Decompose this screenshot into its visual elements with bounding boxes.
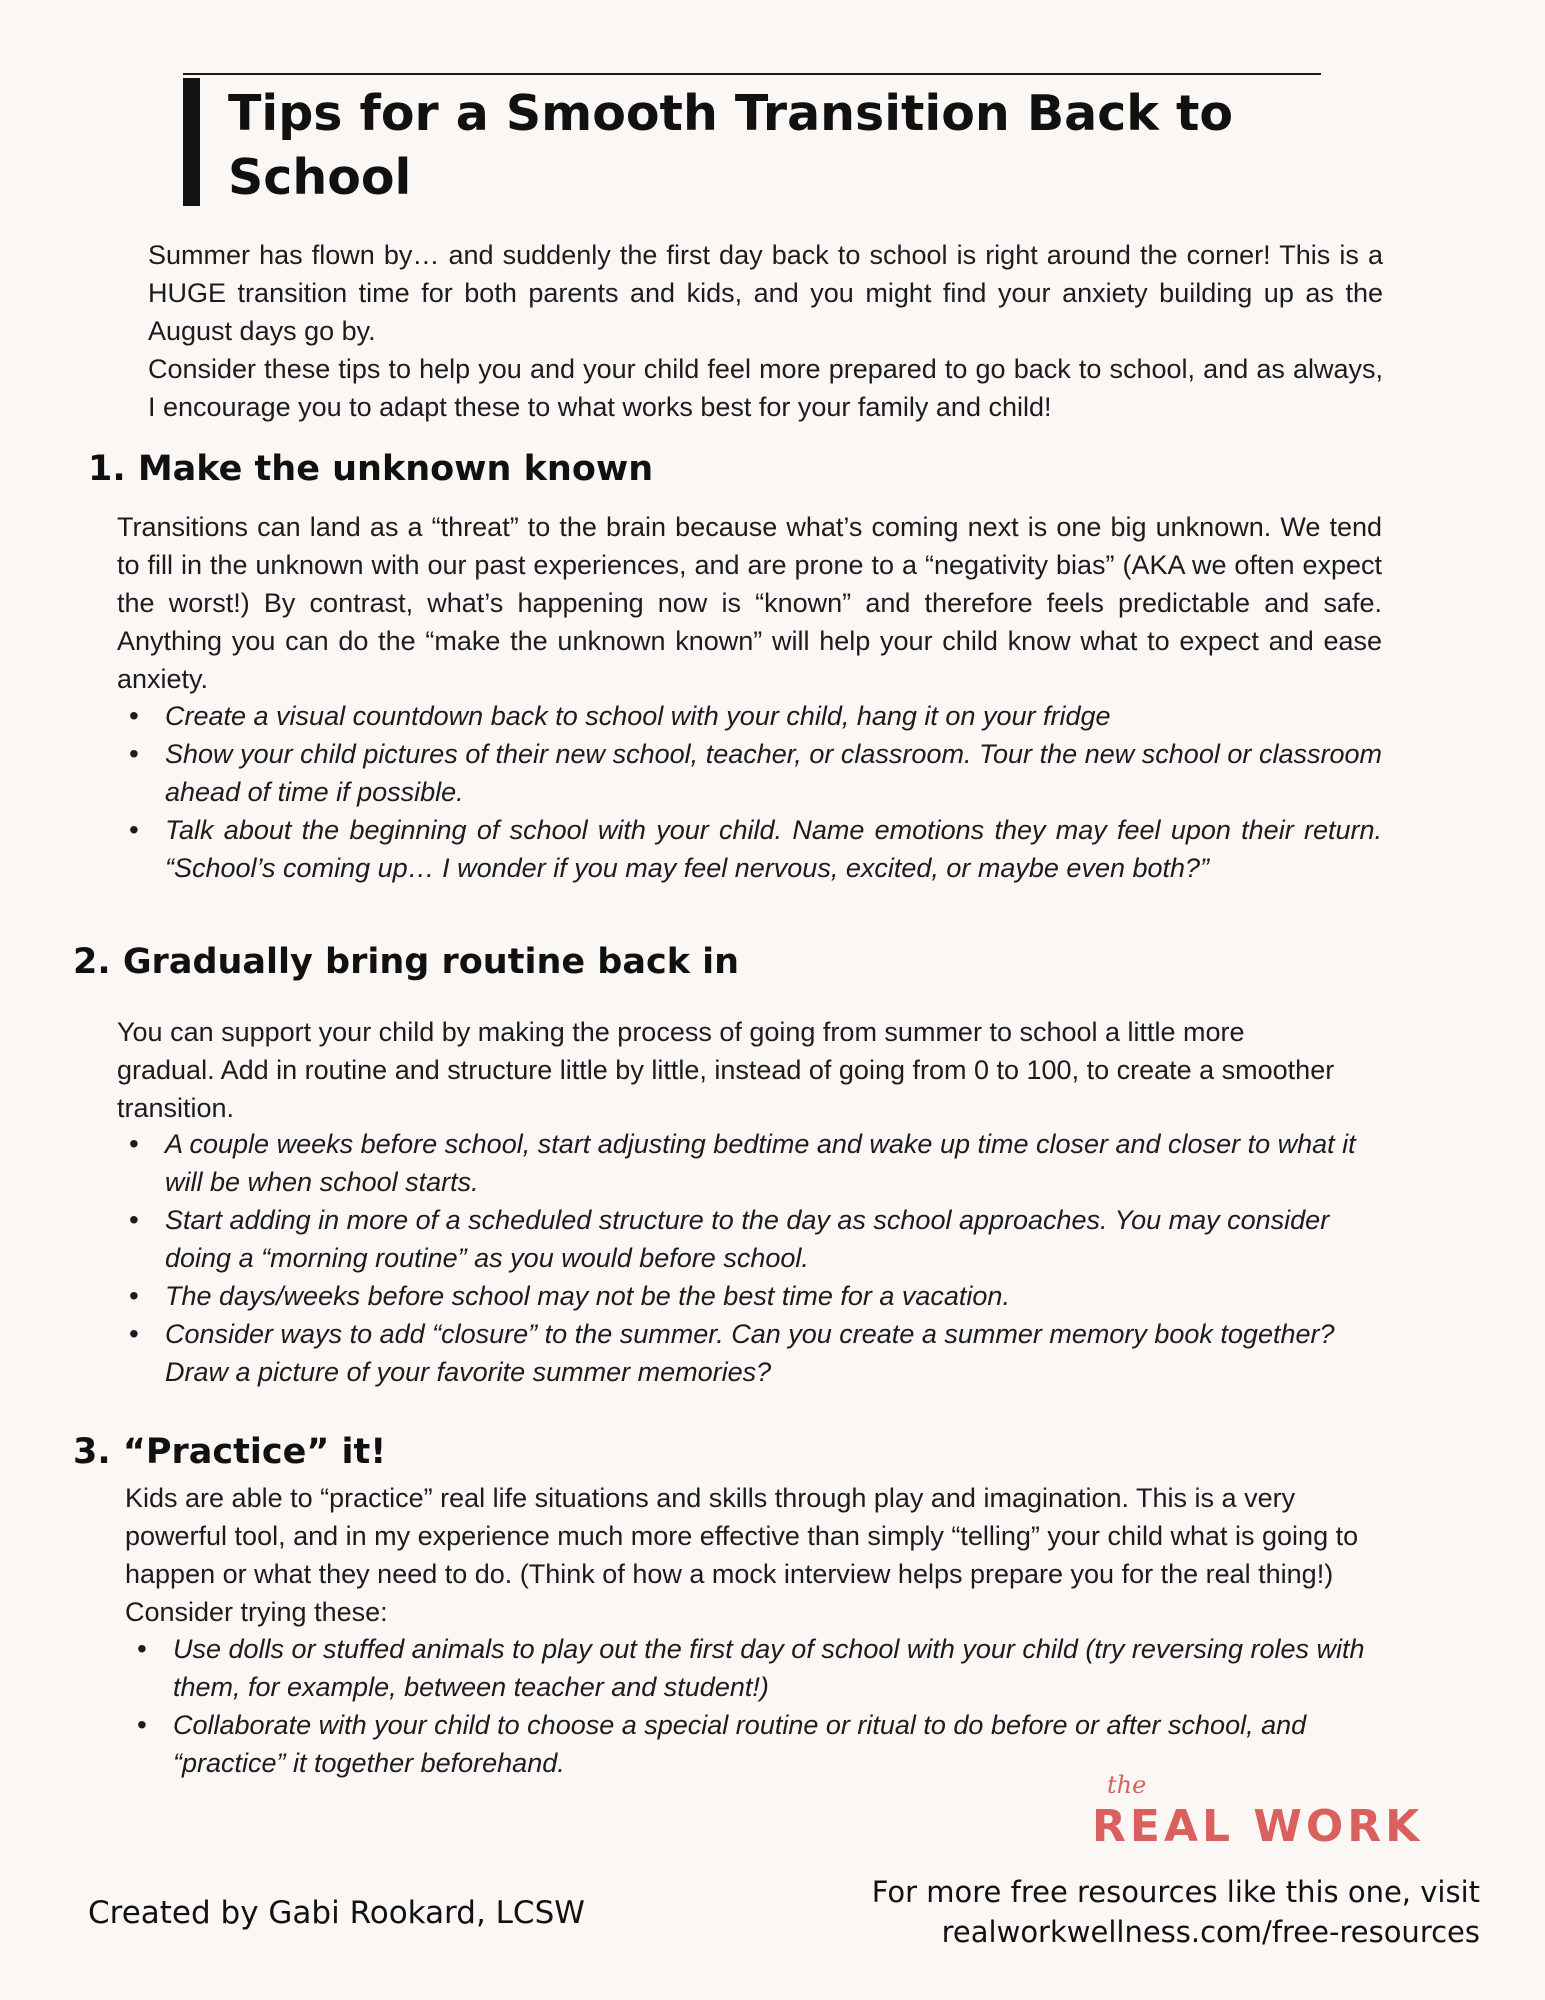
section-2-tips	[117, 1125, 1392, 1391]
list-item: • Collaborate with your child to choose a special routine or ritual to do before or after school, and “practice” it together beforehand.	[125, 1706, 1375, 1782]
list-item: • Use dolls or stuffed animals to play out the first day of school with your child (try reversing roles with them, for example, between teacher and student!)	[125, 1630, 1375, 1706]
resources-note	[872, 1872, 1480, 1952]
section-2-heading: 2. Gradually bring routine back in	[73, 942, 740, 982]
logo-small-text: the	[1107, 1771, 1147, 1799]
list-item: • Consider ways to add “closure” to the summer. Can you create a summer memory book together? Draw a picture of your favorite summer memories?	[117, 1315, 1392, 1391]
title-accent-bar	[183, 78, 200, 206]
logo-main-text: REAL WORK	[1092, 1801, 1424, 1852]
section-1-heading: 1. Make the unknown known	[88, 449, 654, 489]
list-item: • Create a visual countdown back to school with your child, hang it on your fridge	[117, 697, 1382, 735]
section-3-heading: 3. “Practice” it!	[73, 1432, 387, 1472]
resources-line-1: For more free resources like this one, visit	[871, 1875, 1480, 1909]
list-item: • A couple weeks before school, start adjusting bedtime and wake up time closer and closer to what it will be when school starts.	[117, 1125, 1392, 1201]
section-1-tips	[117, 697, 1382, 887]
list-item: • Start adding in more of a scheduled structure to the day as school approaches. You may consider doing a “morning routine” as you would before school.	[117, 1201, 1392, 1277]
real-work-logo	[1080, 1771, 1440, 1855]
section-1-body: Transitions can land as a “threat” to the brain because what’s coming next is one big unknown. We tend to fill in the unknown with our past experiences, and are prone to a “negativity bias” (AKA we often expect the worst!) By contrast, what’s happening now is “known” and therefore feels predictable and safe. Anything you can do the “make the unknown known” will help your child know what to expect and ease anxiety.	[117, 512, 1382, 694]
title-rule	[183, 73, 1321, 75]
intro-paragraph-2: Consider these tips to help you and your child feel more prepared to go back to school, and as always, I encourage you to adapt these to what works best for your family and child!	[148, 354, 1383, 422]
intro-paragraph-1: Summer has flown by… and suddenly the first day back to school is right around the corner! This is a HUGE transition time for both parents and kids, and you might find your anxiety building up as the August days go by.	[148, 240, 1383, 346]
page-title: Tips for a Smooth Transition Back to School	[228, 85, 1234, 206]
list-item: • Talk about the beginning of school with your child. Name emotions they may feel upon their return. “School’s coming up… I wonder if you may feel nervous, excited, or maybe even both?”	[117, 811, 1382, 887]
author-credit: Created by Gabi Rookard, LCSW	[88, 1895, 585, 1931]
list-item: • The days/weeks before school may not be the best time for a vacation.	[117, 1277, 1392, 1315]
section-3-body: Kids are able to “practice” real life situations and skills through play and imagination. This is a very powerful tool, and in my experience much more effective than simply “telling” your child what is going to happen or what they need to do. (Think of how a mock interview helps prepare you for the real thing!) Consider trying these:	[125, 1483, 1359, 1627]
resources-link[interactable]: realworkwellness.com/free-resources	[941, 1915, 1480, 1949]
section-3-tips	[125, 1630, 1375, 1782]
section-2-body: You can support your child by making the process of going from summer to school a little more gradual. Add in routine and structure little by little, instead of going from 0 to 100, to create a smoother transition.	[117, 1017, 1335, 1123]
list-item: • Show your child pictures of their new school, teacher, or classroom. Tour the new school or classroom ahead of time if possible.	[117, 735, 1382, 811]
